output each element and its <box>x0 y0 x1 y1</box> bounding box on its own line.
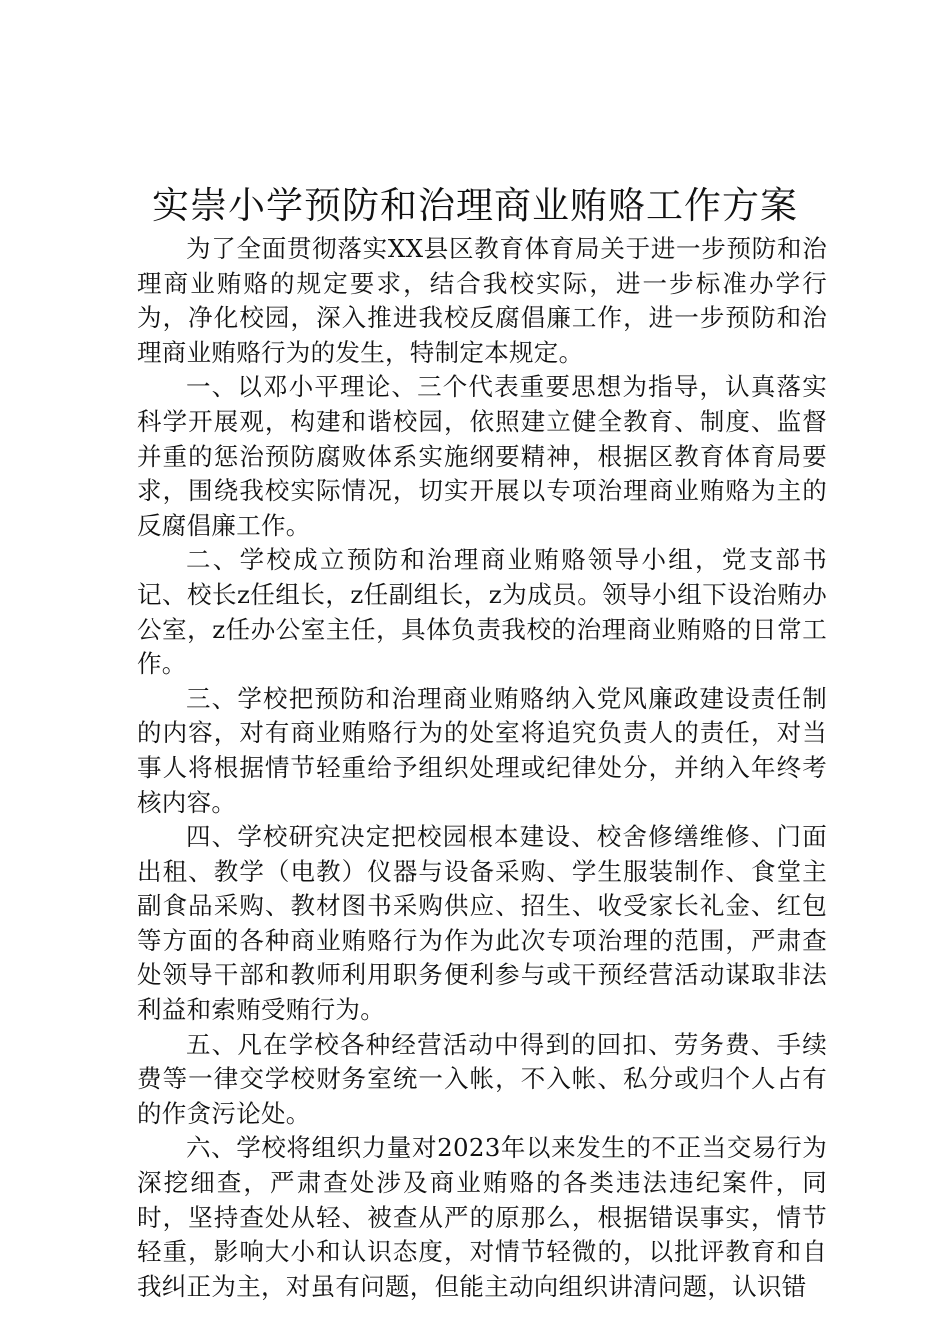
paragraph-intro: 为了全面贯彻落实XX县区教育体育局关于进一步预防和治理商业贿赂的规定要求，结合我校实际，进一步标准办学行为，净化校园，深入推进我校反腐倡廉工作，进一步预防和治理商业贿赂行为的发生，特制定本规定。 <box>137 234 827 367</box>
paragraph-guideline: 一、以邓小平理论、三个代表重要思想为指导，认真落实科学开展观，构建和谐校园，依照建立健全教育、制度、监督并重的惩治预防腐败体系实施纲要精神，根据区教育体育局要求，围绕我校实际情况，切实开展以专项治理商业贿赂为主的反腐倡廉工作。 <box>137 372 827 540</box>
paragraph-fees: 五、凡在学校各种经营活动中得到的回扣、劳务费、手续费等一律交学校财务室统一入帐，不入帐、私分或归个人占有的作贪污论处。 <box>137 1029 827 1128</box>
document-title: 实崇小学预防和治理商业贿赂工作方案 <box>152 184 798 227</box>
document-body <box>137 232 827 1304</box>
paragraph-responsibility: 三、学校把预防和治理商业贿赂纳入党风廉政建设责任制的内容，对有商业贿赂行为的处室将追究负责人的责任，对当事人将根据情节轻重给予组织处理或纪律处分，并纳入年终考核内容。 <box>137 683 827 817</box>
paragraph-leadership-group: 二、学校成立预防和治理商业贿赂领导小组，党支部书记、校长z任组长，z任副组长，z为成员。领导小组下设治贿办公室，z任办公室主任，具体负责我校的治理商业贿赂的日常工作。 <box>137 545 827 679</box>
paragraph-scope: 四、学校研究决定把校园根本建设、校舍修缮维修、门面出租、教学（电教）仪器与设备采购、学生服装制作、食堂主副食品采购、教材图书采购供应、招生、收受家长礼金、红包等方面的各种商业贿赂行为作为此次专项治理的范围，严肃查处领导干部和教师利用职务便利参与或干预经营活动谋取非法利益和索贿受贿行为。 <box>137 822 827 1025</box>
paragraph-investigation: 六、学校将组织力量对2023年以来发生的不正当交易行为深挖细查，严肃查处涉及商业贿赂的各类违法违纪案件，同时，坚持查处从轻、被查从严的原那么，根据错误事实，情节轻重，影响大小和认识态度，对情节轻微的，以批评教育和自我纠正为主，对虽有问题，但能主动向组织讲清问题，认识错 <box>137 1133 827 1301</box>
